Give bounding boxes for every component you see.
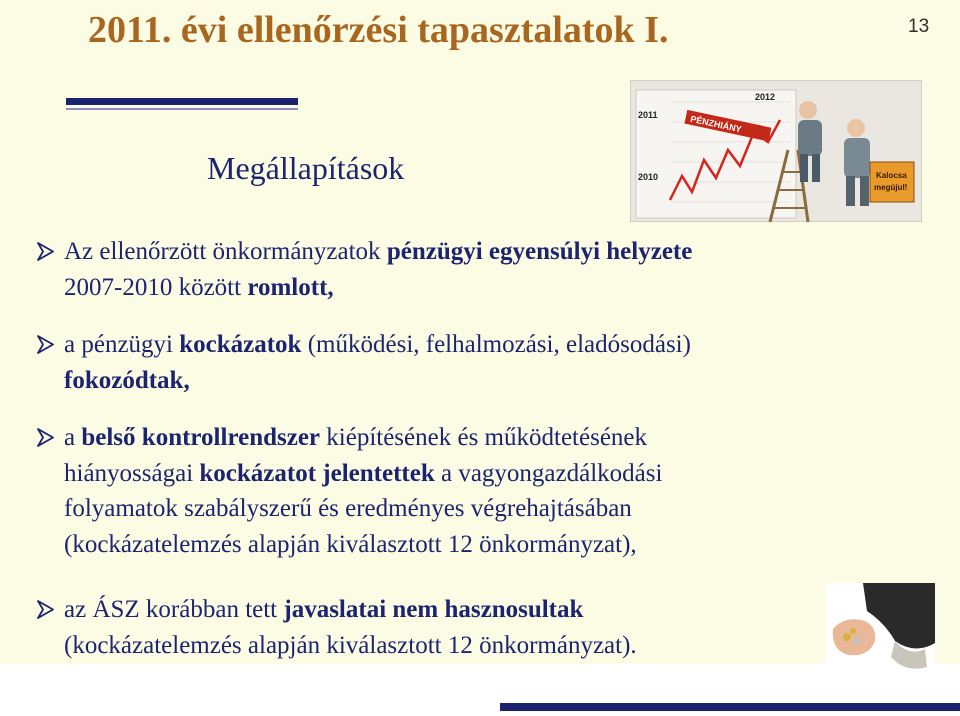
title-underline-bar <box>66 98 298 105</box>
sign-line2: megújul! <box>874 183 908 192</box>
arrow-bullet-icon <box>34 592 58 627</box>
bullet-text <box>34 327 691 398</box>
bullet-recommendations <box>34 592 637 663</box>
bullet-line: Az ellenőrzött önkormányzatok pénzügyi egyensúlyi helyzete <box>64 238 693 265</box>
empty-pocket-illustration <box>825 583 935 673</box>
bullet-line: 2007-2010 között romlott, <box>64 273 334 301</box>
title-underline-thin <box>66 108 298 110</box>
bullet-text <box>34 234 692 305</box>
bullet-line: folyamatok szabályszerű és eredményes végrehajtásában <box>64 495 632 522</box>
bullet-line: (kockázatelemzés alapján kiválasztott 12 önkormányzat), <box>64 530 637 558</box>
banner-text: PÉNZHIÁNY <box>689 113 743 135</box>
arrow-bullet-icon <box>34 327 58 362</box>
page-number: 13 <box>908 16 930 37</box>
year-label-2010: 2010 <box>638 172 659 182</box>
arrow-bullet-icon <box>34 234 58 269</box>
bullet-internal-control <box>34 420 662 562</box>
slide-title: 2011. évi ellenőrzési tapasztalatok I. <box>88 9 669 51</box>
bullet-financial-risks <box>34 327 691 398</box>
sign-line1: Kalocsa <box>876 171 907 180</box>
bullet-line: a belső kontrollrendszer kiépítésének és működtetésének <box>64 424 648 451</box>
year-label-2011: 2011 <box>638 110 658 120</box>
finance-chart-illustration <box>630 80 922 222</box>
bullet-line: hiányosságai kockázatot jelentettek a vagyongazdálkodási <box>64 459 663 487</box>
bullet-text <box>34 420 662 562</box>
bullet-financial-balance <box>34 234 692 305</box>
bullet-line: az ÁSZ korábban tett javaslatai nem hasznosultak <box>64 596 584 623</box>
bullet-text <box>34 592 637 663</box>
arrow-bullet-icon <box>34 420 58 455</box>
year-label-2012: 2012 <box>755 92 776 102</box>
footer-bar <box>500 703 960 711</box>
section-heading: Megállapítások <box>207 150 405 186</box>
bullet-line: (kockázatelemzés alapján kiválasztott 12 önkormányzat). <box>64 631 637 659</box>
bullet-line: a pénzügyi kockázatok (működési, felhalmozási, eladósodási) <box>64 331 691 358</box>
bullet-line: fokozódtak, <box>64 366 190 394</box>
